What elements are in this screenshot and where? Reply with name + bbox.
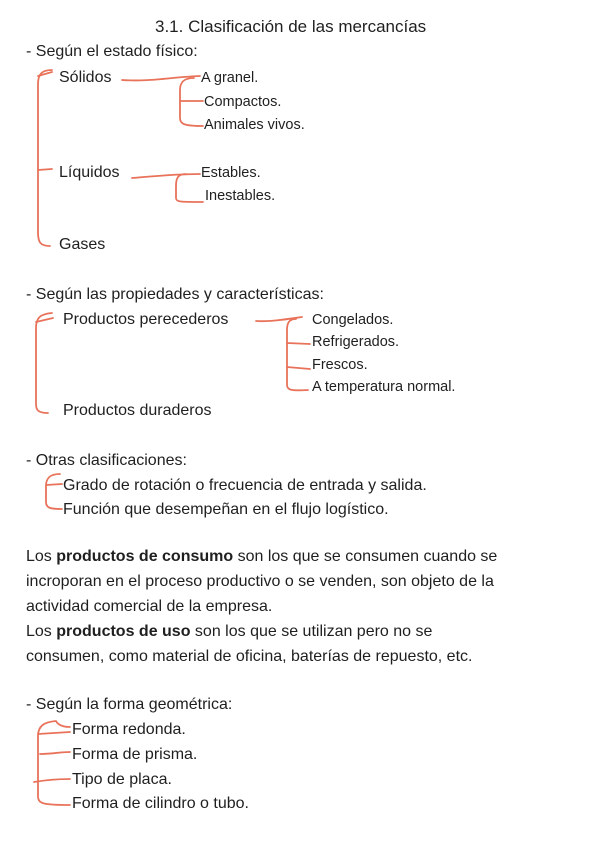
section-otras-heading: - Otras clasificaciones: — [26, 452, 187, 469]
paragraph-consumo-line2: incroporan en el proceso productivo o se venden, son objeto de la — [26, 573, 494, 590]
paragraph-uso-line1 — [26, 623, 432, 641]
bracket-estado-fisico — [38, 70, 52, 246]
section-forma-heading: - Según la forma geométrica: — [26, 696, 233, 713]
item-estables: Estables. — [201, 165, 261, 181]
page-title: 3.1. Clasificación de las mercancías — [155, 17, 427, 36]
bracket-propiedades — [36, 313, 52, 413]
label-solidos: Sólidos — [59, 69, 112, 86]
bracket-perecederos-items — [287, 319, 308, 390]
bracket-forma — [38, 721, 70, 805]
item-congelados: Congelados. — [312, 312, 394, 328]
item-tipo-placa: Tipo de placa. — [72, 771, 172, 788]
item-compactos: Compactos. — [204, 94, 282, 110]
item-forma-prisma: Forma de prisma. — [72, 746, 198, 763]
bracket-tick-redonda — [38, 732, 70, 734]
label-liquidos: Líquidos — [59, 164, 120, 181]
item-grado-rotacion: Grado de rotación o frecuencia de entrada y salida. — [63, 477, 427, 494]
label-gases: Gases — [59, 236, 106, 253]
bracket-tick-frescos — [287, 367, 310, 369]
bracket-liquidos-items — [176, 174, 203, 202]
paragraph-consumo-line1 — [26, 548, 497, 566]
paragraph-consumo-post: son los que se consumen cuando se — [233, 548, 498, 565]
connector-perecederos — [256, 317, 302, 321]
bracket-otras — [46, 474, 62, 509]
bracket-tick-refrigerados — [287, 343, 310, 344]
bracket-tick-liquidos — [38, 169, 52, 170]
item-funcion-flujo: Función que desempeñan en el flujo logístico. — [63, 501, 389, 518]
term-productos-consumo: productos de consumo — [56, 548, 234, 565]
item-animales-vivos: Animales vivos. — [204, 117, 305, 133]
bracket-tick-placa — [34, 779, 70, 782]
bracket-tick-grado — [46, 484, 62, 485]
item-temperatura-normal: A temperatura normal. — [312, 379, 456, 395]
term-productos-uso: productos de uso — [56, 623, 191, 640]
bracket-solidos-items — [180, 78, 203, 126]
label-productos-duraderos: Productos duraderos — [63, 402, 212, 419]
section-estado-fisico-heading: - Según el estado físico: — [26, 43, 198, 60]
item-forma-redonda: Forma redonda. — [72, 721, 186, 738]
paragraph-uso-pre: Los — [26, 623, 57, 640]
paragraph-uso-post: son los que se utilizan pero no se — [190, 623, 433, 640]
section-propiedades-heading: - Según las propiedades y características: — [26, 286, 324, 303]
paragraph-consumo-line3: actividad comercial de la empresa. — [26, 598, 273, 615]
item-refrigerados: Refrigerados. — [312, 334, 400, 350]
item-frescos: Frescos. — [312, 357, 368, 373]
item-forma-cilindro: Forma de cilindro o tubo. — [72, 795, 249, 812]
paragraph-uso-line2: consumen, como material de oficina, baterías de repuesto, etc. — [26, 648, 473, 665]
item-inestables: Inestables. — [205, 188, 276, 204]
item-a-granel: A granel. — [201, 70, 259, 86]
bracket-tick-prisma — [40, 752, 70, 754]
paragraph-consumo-pre: Los — [26, 548, 57, 565]
label-productos-perecederos: Productos perecederos — [63, 311, 229, 328]
connector-solidos — [122, 76, 200, 80]
bracket-tick-solidos — [38, 72, 52, 76]
connector-liquidos — [132, 174, 200, 178]
bracket-tick-perecederos — [36, 318, 53, 322]
